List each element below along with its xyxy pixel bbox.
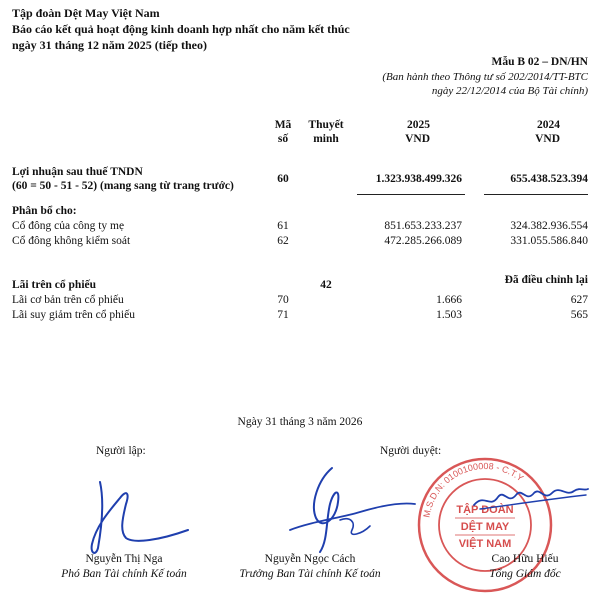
col-note-header-2: minh <box>313 133 339 145</box>
profit-2024: 655.438.523.394 <box>510 173 588 185</box>
stamp-line2: DỆT MAY <box>460 521 510 533</box>
chief-accountant-signature <box>270 460 420 560</box>
col-code-header-2: số <box>277 133 289 145</box>
report-period: ngày 31 tháng 12 năm 2025 (tiếp theo) <box>12 38 208 52</box>
basic-eps-2024: 627 <box>570 294 588 306</box>
basic-eps-label: Lãi cơ bản trên cổ phiếu <box>12 294 124 306</box>
col-note-header-1: Thuyết <box>308 119 344 131</box>
form-note-line1: (Ban hành theo Thông tư số 202/2014/TT-BTC <box>382 71 588 83</box>
profit-formula: (60 = 50 - 51 - 52) (mang sang từ trang trước) <box>12 180 234 192</box>
preparer-title: Phó Ban Tài chính Kế toán <box>61 568 187 580</box>
col-2025-header: 2025 <box>407 119 430 131</box>
approver-caption: Người duyệt: <box>380 445 442 457</box>
col-2024-unit: VND <box>535 133 560 145</box>
diluted-eps-2025: 1.503 <box>436 309 462 321</box>
parent-code: 61 <box>277 220 289 232</box>
preparer-caption: Người lập: <box>96 445 146 457</box>
profit-label: Lợi nhuận sau thuế TNDN <box>12 166 143 178</box>
profit-2025: 1.323.938.499.326 <box>375 173 462 185</box>
col-2024-header: 2024 <box>537 119 560 131</box>
parent-2025: 851.653.233.237 <box>384 220 462 232</box>
eps-label: Lãi trên cổ phiếu <box>12 279 97 291</box>
director-name: Cao Hữu Hiếu <box>491 553 559 565</box>
eps-note: 42 <box>320 279 332 291</box>
col-code-header-1: Mã <box>274 119 292 131</box>
nci-label: Cổ đông không kiểm soát <box>12 235 131 247</box>
basic-eps-code: 70 <box>277 294 289 306</box>
profit-code: 60 <box>277 173 289 185</box>
preparer-name: Nguyễn Thị Nga <box>85 553 163 565</box>
diluted-eps-code: 71 <box>277 309 289 321</box>
company-name: Tập đoàn Dệt May Việt Nam <box>12 6 160 20</box>
chief-accountant-title: Trưởng Ban Tài chính Kế toán <box>239 568 381 580</box>
chief-accountant-name: Nguyễn Ngọc Cách <box>264 553 356 565</box>
preparer-signature <box>60 470 200 560</box>
basic-eps-2025: 1.666 <box>436 294 462 306</box>
diluted-eps-2024: 565 <box>570 309 588 321</box>
stamp-ring-text: M.S.D.N: 0100100008 - C.T.Y <box>421 460 526 519</box>
nci-2025: 472.285.266.089 <box>384 235 462 247</box>
eps-adjusted-label: Đã điều chỉnh lại <box>504 274 588 286</box>
form-code: Mẫu B 02 – DN/HN <box>491 56 588 68</box>
profit-2025-rule <box>357 194 465 195</box>
allocation-label: Phân bổ cho: <box>12 205 77 217</box>
col-2025-unit: VND <box>405 133 430 145</box>
nci-code: 62 <box>277 235 289 247</box>
stamp-line3: VIỆT NAM <box>458 538 512 550</box>
report-title: Báo cáo kết quả hoạt động kinh doanh hợp nhất cho năm kết thúc <box>12 22 350 36</box>
profit-2024-rule <box>484 194 588 195</box>
diluted-eps-label: Lãi suy giảm trên cổ phiếu <box>12 309 135 321</box>
form-note-line2: ngày 22/12/2014 của Bộ Tài chính) <box>431 85 588 97</box>
stamp-line1: TẬP ĐOÀN <box>456 504 514 516</box>
signing-date: Ngày 31 tháng 3 năm 2026 <box>237 416 363 428</box>
parent-2024: 324.382.936.554 <box>510 220 588 232</box>
director-title: Tổng Giám đốc <box>489 568 561 580</box>
director-signature <box>470 475 590 525</box>
parent-label: Cổ đông của công ty mẹ <box>12 220 125 232</box>
nci-2024: 331.055.586.840 <box>510 235 588 247</box>
